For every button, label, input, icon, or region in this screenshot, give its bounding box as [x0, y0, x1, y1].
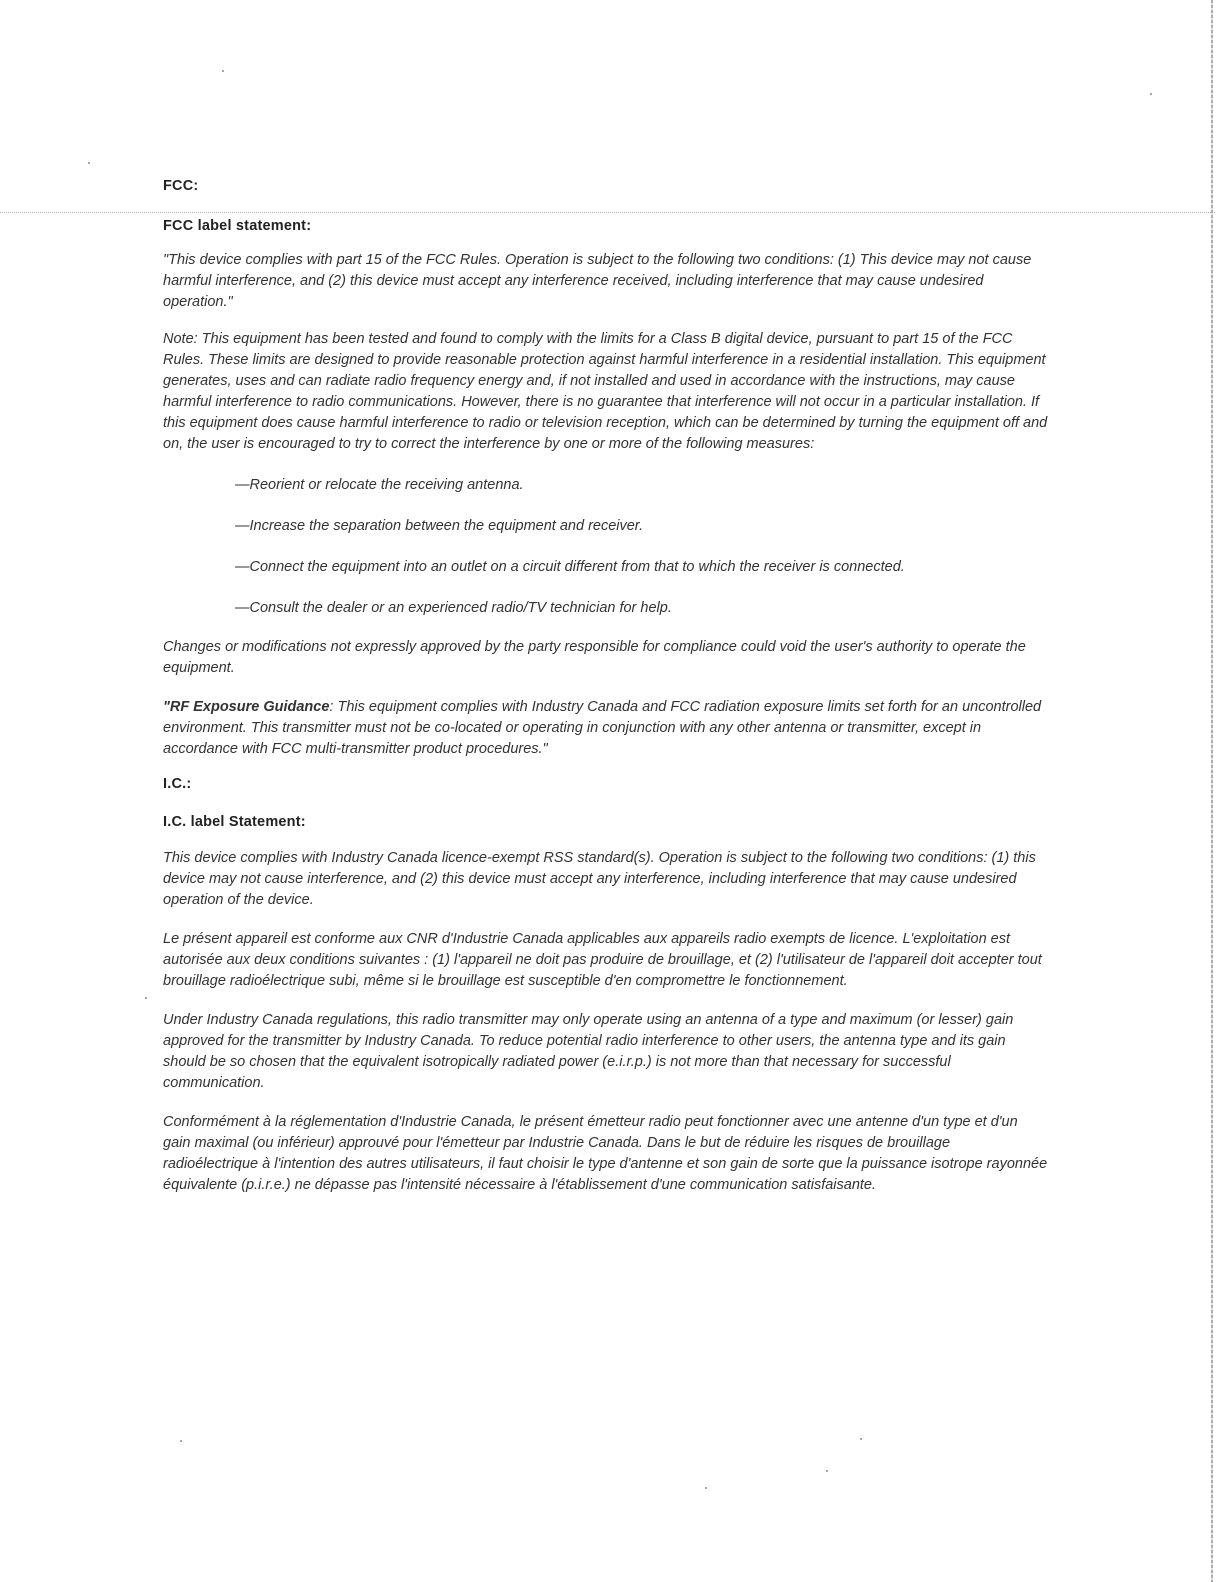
scan-speck [826, 1470, 828, 1472]
fcc-label-heading: FCC label statement: [163, 218, 312, 234]
scan-speck [705, 1487, 707, 1489]
rf-exposure-text: : This equipment complies with Industry Canada and FCC radiation exposure limits set forth for an uncontrolled environment. This transmitter must not be co-located or operating in conjunction with any other antenna or transmitter, except in accordance with FCC multi-transmitter product procedures." [163, 699, 1042, 757]
scan-speck [180, 1440, 182, 1442]
rf-exposure-label: "RF Exposure Guidance [163, 699, 330, 715]
fcc-changes-warning: Changes or modifications not expressly approved by the party responsible for compliance could void the user's authority to operate the equipment. [163, 639, 1026, 676]
fcc-note: Note: This equipment has been tested and found to comply with the limits for a Class B digital device, pursuant to part 15 of the FCC Rules. These limits are designed to provide reasonable protection against harmful interference in a residential installation. This equipment generates, uses and can radiate radio frequency energy and, if not installed and used in accordance with the instructions, may cause harmful interference to radio communications. However, there is no guarantee that interference will not occur in a particular installation. If this equipment does cause harmful interference to radio or television reception, which can be determined by turning the equipment off and on, the user is encouraged to try to correct the interference by one or more of the following measures: [163, 331, 1048, 452]
scan-speck [222, 70, 224, 72]
measure-item: —Connect the equipment into an outlet on a circuit different from that to which the receiver is connected. [235, 559, 905, 575]
rf-exposure-guidance [163, 697, 1048, 760]
fcc-statement: "This device complies with part 15 of the FCC Rules. Operation is subject to the following two conditions: (1) This device may not cause harmful interference, and (2) this device must accept any interference received, including interference that may cause undesired operation." [163, 252, 1032, 310]
measure-item: —Reorient or relocate the receiving antenna. [235, 477, 524, 493]
ic-section-title: I.C.: [163, 776, 192, 792]
scan-right-edge [1211, 0, 1213, 1582]
ic-paragraph: Under Industry Canada regulations, this radio transmitter may only operate using an antenna of a type and maximum (or lesser) gain approved for the transmitter by Industry Canada. To reduce potential radio interference to other users, the antenna type and its gain should be so chosen that the equivalent isotropically radiated power (e.i.r.p.) is not more than that necessary for successful communication. [163, 1012, 1014, 1091]
fcc-section-title: FCC: [163, 178, 199, 194]
scan-speck [1150, 93, 1152, 95]
ic-label-heading: I.C. label Statement: [163, 814, 306, 830]
measure-item: —Consult the dealer or an experienced radio/TV technician for help. [235, 600, 672, 616]
ic-paragraph: Conformément à la réglementation d'Industrie Canada, le présent émetteur radio peut fonctionner avec une antenne d'un type et d'un gain maximal (ou inférieur) approuvé pour l'émetteur par Industrie Canada. Dans le but de réduire les risques de brouillage radioélectrique à l'intention des autres utilisateurs, il faut choisir le type d'antenne et son gain de sorte que la puissance isotrope rayonnée équivalente (p.i.r.e.) ne dépasse pas l'intensité nécessaire à l'établissement d'une communication satisfaisante. [163, 1114, 1048, 1193]
scan-speck [860, 1438, 862, 1440]
measure-item: —Increase the separation between the equipment and receiver. [235, 518, 644, 534]
document-body [163, 178, 1048, 1196]
scan-speck [88, 162, 90, 164]
scan-speck [145, 997, 147, 999]
ic-paragraph: Le présent appareil est conforme aux CNR d'Industrie Canada applicables aux appareils radio exempts de licence. L'exploitation est autorisée aux deux conditions suivantes : (1) l'appareil ne doit pas produire de brouillage, et (2) l'utilisateur de l'appareil doit accepter tout brouillage radioélectrique subi, même si le brouillage est susceptible d'en compromettre le fonctionnement. [163, 931, 1042, 989]
ic-paragraph: This device complies with Industry Canada licence-exempt RSS standard(s). Operation is subject to the following two conditions: (1) this device may not cause interference, and (2) this device must accept any interference, including interference that may cause undesired operation of the device. [163, 850, 1036, 908]
